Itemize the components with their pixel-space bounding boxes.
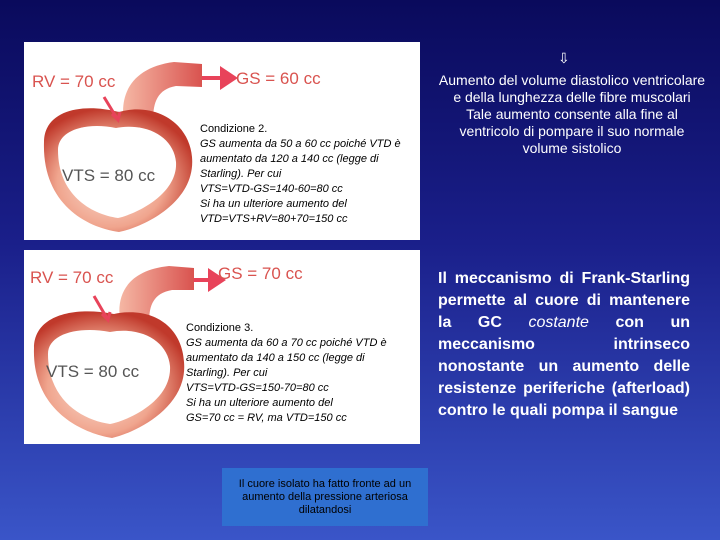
text-after: con un meccanismo intrinseco nonostante un aumento delle resistenze periferiche (afterload) contro le quali pompa il sangue: [438, 314, 690, 419]
gs-label: GS = 60 cc: [236, 69, 321, 88]
condition-text: [200, 122, 418, 227]
right-top-text: Aumento del volume diastolico ventricolare e della lunghezza delle fibre muscolari Tale aumento consente alla fine al ventricolo di pompare il suo normale volume sistolico: [438, 72, 706, 156]
condition-body: GS aumenta da 50 a 60 cc poiché VTD è aumentato da 120 a 140 cc (legge di Starling). Per cui VTS=VTD-GS=140-60=80 cc Si ha un ulteriore aumento del VTD=VTS+RV=80+70=150 cc: [200, 138, 401, 225]
condition-title: Condizione 2.: [200, 123, 268, 135]
down-arrow-icon: ⇩: [558, 50, 570, 66]
gs-arrow-icon: [202, 66, 238, 90]
condition-text: [186, 321, 408, 426]
text-emphasis: costante: [528, 314, 589, 331]
condition-title: Condizione 3.: [186, 322, 254, 334]
heart-diagram-panel-condition-3: [24, 250, 420, 444]
vts-label: VTS = 80 cc: [62, 166, 156, 185]
note-box: Il cuore isolato ha fatto fronte ad un aumento della pressione arteriosa dilatandosi: [222, 468, 428, 526]
heart-diagram-panel-condition-2: [24, 42, 420, 240]
right-top-text-block: [436, 50, 708, 157]
vts-label: VTS = 80 cc: [46, 362, 140, 381]
condition-body: GS aumenta da 60 a 70 cc poiché VTD è aumentato da 140 a 150 cc (legge di Starling). Per cui VTS=VTD-GS=150-70=80 cc Si ha un ulteriore aumento del GS=70 cc = RV, ma VTD=150 cc: [186, 337, 387, 424]
frank-starling-text: [438, 268, 690, 422]
rv-label: RV = 70 cc: [30, 268, 114, 287]
gs-label: GS = 70 cc: [218, 264, 303, 283]
text-before: Il meccanismo di Frank-Starling permette al cuore di mantenere la GC: [438, 270, 690, 331]
rv-label: RV = 70 cc: [32, 72, 116, 91]
